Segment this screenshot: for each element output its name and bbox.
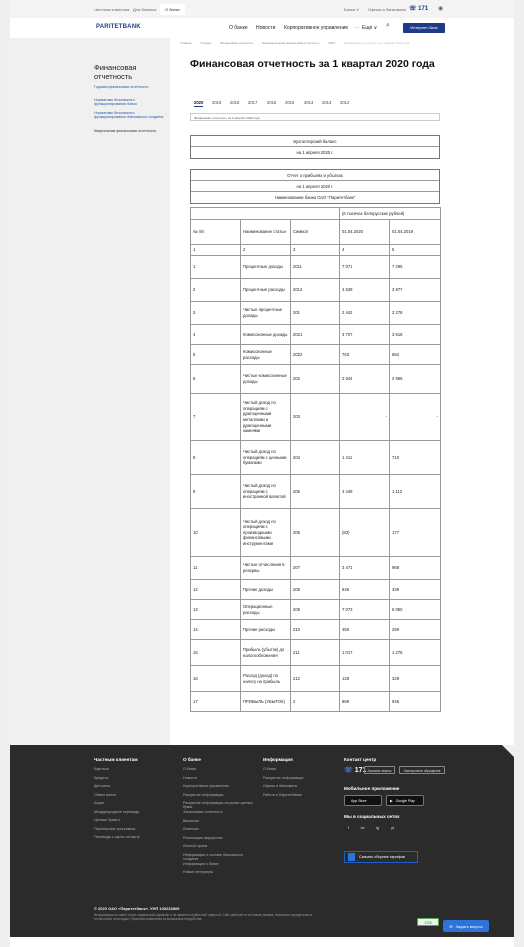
eye-icon[interactable]: ◉ (438, 6, 444, 12)
table-cell: 2022 (291, 345, 340, 365)
footer-about-link[interactable]: Раскрытие информации (183, 792, 224, 797)
segment-about[interactable]: О банке (160, 4, 185, 15)
table-cell: (83) (340, 509, 390, 557)
footer-about-link[interactable]: Новости (183, 775, 197, 780)
table-cell: 4 (191, 325, 241, 345)
table-cell: 14 (191, 620, 241, 640)
table-cell: 5 (390, 245, 441, 256)
footer-private-link[interactable]: Обмен валют (94, 792, 117, 797)
table-cell: 259 (390, 620, 441, 640)
footer-about-link[interactable]: Лизензии (183, 827, 199, 832)
top-phone-number: 171 (418, 6, 429, 12)
footer-about-link[interactable]: Раскрытие информации на рынке ценных бумаг (183, 801, 253, 810)
table-cell: 17 (191, 692, 241, 712)
footer-about-link[interactable]: Корпоративное управление (183, 784, 230, 789)
nav-news[interactable]: Новости (256, 25, 276, 31)
footer-about-link[interactable]: Реализация имущества (183, 835, 223, 840)
top-phone[interactable] (409, 5, 428, 12)
table-cell: 202 (291, 365, 340, 394)
table-cell: 4 449 (340, 475, 390, 509)
copyright: © 2020 ОАО «Паритетбанк». УНП 100233809 (94, 906, 180, 911)
offices-link[interactable]: Офисы и банкоматы (368, 7, 407, 12)
table-cell: 946 (390, 692, 441, 712)
table-cell: 2 944 (340, 365, 390, 394)
search-icon[interactable]: ⌕ (386, 22, 390, 29)
internet-bank-button[interactable]: Интернет-банк (403, 23, 445, 33)
call-back-button[interactable]: Заказать звонок (364, 766, 395, 774)
breadcrumb-current: Финансовая отчетность за 1 квартал 2020 года (343, 41, 410, 45)
breadcrumb-item[interactable]: Ежеквартальная финансовая отчетность (262, 41, 320, 45)
table-cell: 3 471 (340, 557, 390, 580)
sidebar-item-norms-holding[interactable]: Нормативы безопасного функционирования банковского холдинга (94, 111, 164, 120)
segment-business[interactable]: Для бизнеса (133, 7, 157, 12)
vk-icon[interactable]: vk (360, 825, 365, 830)
table-cell: 4 (340, 245, 390, 256)
tab-year-2018[interactable]: 2018 (230, 100, 240, 105)
table-cell: 203 (291, 394, 340, 441)
breadcrumb-item[interactable]: 2020 (328, 41, 335, 45)
table-cell: 3 (191, 302, 241, 325)
table-cell: 209 (291, 600, 340, 620)
units-row (191, 208, 441, 220)
table-row (191, 279, 441, 302)
table-cell: 128 (340, 666, 390, 692)
table-cell: 652 (390, 345, 441, 365)
balance-header (190, 135, 440, 159)
footer-info-link[interactable]: О банке (263, 767, 277, 771)
table-cell: 2 (241, 245, 291, 256)
sidebar-title: Финансовая отчетность (94, 63, 137, 81)
footer-about-link[interactable]: О банке (183, 767, 197, 771)
table-cell: 16 (191, 666, 241, 692)
tab-year-2015[interactable]: 2015 (285, 100, 295, 105)
tab-year-2020[interactable]: 2020 (194, 100, 204, 105)
balance-date: на 1 апреля 2020 г. (296, 150, 334, 155)
lang-icon[interactable]: ⋯ (354, 25, 359, 31)
page (10, 0, 514, 947)
table-cell: 204 (291, 441, 340, 475)
footer-info-link[interactable]: Раскрытие информации (263, 775, 304, 780)
table-header-row (191, 220, 441, 245)
tariff-label: Скачать сборник тарифов (359, 855, 405, 859)
table-row (191, 557, 441, 580)
ask-question-button[interactable] (443, 920, 489, 932)
table-row (191, 692, 441, 712)
table-cell: 01.04.2020 (340, 220, 390, 245)
facebook-icon[interactable]: f (347, 825, 350, 830)
table-cell: 207 (291, 557, 340, 580)
phone-icon: ☏ (344, 767, 355, 774)
table-cell: Операционные расходы (241, 600, 291, 620)
table-cell: 710 (390, 441, 441, 475)
tab-year-2019[interactable]: 2019 (212, 100, 222, 105)
table-cell: 7 073 (340, 600, 390, 620)
table-row (191, 394, 441, 441)
app-store-label: App Store (351, 798, 367, 803)
table-cell: 1 411 (340, 441, 390, 475)
table-row (191, 600, 441, 620)
table-cell: Прибыль (убыток) до налогообложения (241, 640, 291, 666)
table-cell: 13 (191, 600, 241, 620)
table-cell: Символ (291, 220, 340, 245)
table-row (191, 666, 441, 692)
report-header (190, 169, 440, 204)
table-row (191, 509, 441, 557)
table-cell: Комиссионные расходы (241, 345, 291, 365)
footer-about-title: О банке (183, 757, 201, 762)
breadcrumb-item[interactable]: Главная (180, 41, 192, 45)
footer-contact-title: Контакт центр (344, 757, 377, 762)
footer-private-link[interactable]: Кредиты (94, 775, 109, 780)
table-cell: Процентные доходы (241, 256, 291, 279)
footer-corner (502, 745, 514, 757)
footer-private-link[interactable]: Партнерские программы (94, 826, 136, 831)
table-cell: - (340, 394, 390, 441)
breadcrumb (180, 41, 417, 45)
tab-year-2017[interactable]: 2017 (248, 100, 258, 105)
nav-governance[interactable]: Корпоративное управление (284, 25, 349, 31)
table-cell: 8 (191, 441, 241, 475)
logo[interactable] (94, 21, 141, 33)
table-cell: 15 (191, 640, 241, 666)
table-cell: 646 (340, 580, 390, 600)
counter-badge: 1702 (417, 918, 439, 926)
table-cell: Процентные расходы (241, 279, 291, 302)
table-cell: 201 (291, 302, 340, 325)
play-icon: ▶ (390, 798, 393, 803)
table-cell: 208 (291, 580, 340, 600)
disclaimer: Информация на сайте носит справочный характер и не является публичной офертой. Сайт работает в тестовом режиме, возможно определенные технические неполадки. Приносим извинения за возможные неудобства. (94, 913, 313, 921)
table-cell: 206 (291, 509, 340, 557)
table-cell: - (390, 394, 441, 441)
table-cell: 12 (191, 580, 241, 600)
google-play-label: Google Play (395, 798, 415, 803)
table-cell: 1 (191, 245, 241, 256)
table-cell: 6 (191, 365, 241, 394)
table-cell: 210 (291, 620, 340, 640)
table-cell: 11 (191, 557, 241, 580)
footer-info-title: Информация (263, 757, 293, 762)
table-cell: 2021 (291, 325, 340, 345)
footer-private-link[interactable]: Депозиты (94, 784, 111, 788)
footer-private-title: Частным клиентам (94, 757, 138, 762)
report-title: Отчет о прибылях и убытках (191, 170, 439, 181)
table-cell: 3 (291, 245, 340, 256)
footer (10, 745, 514, 937)
banks-dropdown[interactable]: Банки ∨ (344, 7, 360, 12)
sidebar-item-annual[interactable]: Годовая финансовая отчетность (94, 85, 149, 89)
table-cell: 01.04.2019 (390, 220, 441, 245)
footer-about-link[interactable]: Личный прием (183, 844, 208, 849)
table-cell: Расход (доход) по налогу на прибыль (241, 666, 291, 692)
email-request-button[interactable]: Электронное обращение (399, 766, 445, 774)
table-cell: 3 278 (390, 302, 441, 325)
table-row (191, 441, 441, 475)
table-cell: Прочие расходы (241, 620, 291, 640)
table-cell: 1 275 (390, 640, 441, 666)
table-cell: Чистый доход по операциям с иностранной валютой (241, 475, 291, 509)
sidebar-item-norms-bank[interactable]: Нормативы безопасного функционирования банка (94, 98, 137, 107)
footer-about-link[interactable]: Информация о банке (183, 861, 219, 866)
table-cell: 1 112 (390, 475, 441, 509)
tab-year-2014[interactable]: 2014 (304, 100, 314, 105)
footer-private-link[interactable]: Ценные бумаги (94, 818, 120, 822)
instagram-icon[interactable]: ig (375, 825, 380, 830)
youtube-icon[interactable]: yt (390, 825, 395, 830)
footer-social-title: Мы в социальных сетях (344, 814, 400, 819)
footer-about-link[interactable]: Новые интерьеры (183, 870, 214, 875)
table-cell: (в тысячах белорусских рублей) (340, 208, 441, 220)
footer-about-link[interactable]: Информация о составе банковского холдинга (183, 853, 244, 861)
table-cell: 205 (291, 475, 340, 509)
top-strip (10, 0, 514, 18)
report-bank-name: Наименование банка ОАО "Паритетбанк" (274, 195, 356, 200)
tab-year-2012[interactable]: 2012 (340, 100, 350, 105)
table-cell: № п/п (191, 220, 241, 245)
breadcrumb-item[interactable]: О банке (200, 41, 212, 45)
tab-year-2016[interactable]: 2016 (267, 100, 277, 105)
table-cell: 2012 (291, 279, 340, 302)
table-cell: 4 629 (340, 279, 390, 302)
footer-about-link[interactable]: Вакансии (183, 818, 199, 823)
app-store-button[interactable] (344, 795, 382, 806)
table-cell: 450 (340, 620, 390, 640)
table-row (191, 475, 441, 509)
table-cell: Чистые отчисления в резервы (241, 557, 291, 580)
table-cell: Наименование статьи (241, 220, 291, 245)
phone-icon: ☏ (409, 6, 419, 12)
footer-private-link[interactable]: Международные переводы (94, 809, 140, 814)
table-cell: 329 (390, 666, 441, 692)
table-cell: 212 (291, 666, 340, 692)
document-icon (348, 853, 355, 861)
table-row (191, 325, 441, 345)
chat-icon: ✉ (449, 923, 453, 929)
sidebar-item-quarterly[interactable]: Квартальная финансовая отчетность (94, 129, 157, 133)
table-cell: 2 (291, 692, 340, 712)
table-cell: 2 442 (340, 302, 390, 325)
page-title: Финансовая отчетность за 1 квартал 2020 года (190, 58, 435, 70)
footer-info-link[interactable]: Работа в Паритетбанке (263, 792, 303, 797)
table-cell: 3 707 (340, 325, 390, 345)
footer-private-link[interactable]: Переводы с карты на карту (94, 835, 140, 839)
table-cell: 211 (291, 640, 340, 666)
report-file-link[interactable]: Финансовая отчетность за 1 квартал 2020 года (190, 113, 440, 121)
table-cell: Чистый доход по операциям с производными финансовыми инструментами (241, 509, 291, 557)
segment-private[interactable]: Частным клиентам (94, 7, 130, 12)
table-row (191, 620, 441, 640)
table-cell: Чистый доход по операциям с ценными бумагами (241, 441, 291, 475)
profit-loss-table (190, 207, 441, 712)
footer-info-link[interactable]: Офисы и банкоматы (263, 784, 298, 788)
table-cell: 7 (191, 394, 241, 441)
logo-text: PARITETBANK (96, 24, 141, 30)
table-row (191, 302, 441, 325)
table-cell: 5 050 (390, 600, 441, 620)
table-cell: Прочие доходы (241, 580, 291, 600)
table-index-row (191, 245, 441, 256)
table-cell: Комиссионные доходы (241, 325, 291, 345)
breadcrumb-item[interactable]: Финансовая отчетность (220, 41, 254, 45)
tab-year-2013[interactable]: 2013 (322, 100, 332, 105)
table-cell: 968 (390, 557, 441, 580)
table-row (191, 640, 441, 666)
footer-private-link[interactable]: Карточки (94, 767, 109, 771)
table-cell: 339 (390, 580, 441, 600)
footer-app-title: Мобильное приложение (344, 786, 400, 791)
table-cell: 1 (191, 256, 241, 279)
table-cell: 889 (340, 692, 390, 712)
table-cell (191, 208, 340, 220)
table-cell: 7 295 (390, 256, 441, 279)
download-tariffs-button[interactable] (344, 851, 418, 863)
table-cell: 2 (191, 279, 241, 302)
table-cell: 2 966 (390, 365, 441, 394)
footer-about-link[interactable]: Финансовая отчетность (183, 810, 223, 814)
nav-about[interactable]: О банке (229, 25, 248, 31)
nav-more[interactable]: Ещё ∨ (362, 25, 378, 31)
balance-title: Бухгалтерский баланс (191, 136, 439, 147)
table-cell: Чистые комиссионные доходы (241, 365, 291, 394)
table-cell: 1 017 (340, 640, 390, 666)
google-play-button[interactable] (386, 795, 424, 806)
table-cell: Чистые процентные доходы (241, 302, 291, 325)
table-cell: 763 (340, 345, 390, 365)
table-cell: ПРИБЫЛЬ (УБЫТОК) (241, 692, 291, 712)
table-cell: 9 (191, 475, 241, 509)
table-row (191, 365, 441, 394)
table-cell: 2011 (291, 256, 340, 279)
table-cell: 177 (390, 509, 441, 557)
footer-phone-number: 171 (354, 767, 367, 774)
table-cell: 3 618 (390, 325, 441, 345)
table-cell: 3 977 (390, 279, 441, 302)
table-cell: Чистый доход по операциям с драгоценными металлами и драгоценными камнями (241, 394, 291, 441)
ask-label: Задать вопрос (455, 923, 483, 929)
table-cell: 5 (191, 345, 241, 365)
sidebar-background (10, 38, 170, 745)
footer-private-link[interactable]: Акции (94, 801, 105, 805)
report-date: на 1 апреля 2020 г. (191, 181, 439, 192)
table-row (191, 345, 441, 365)
table-cell: 7 071 (340, 256, 390, 279)
table-row (191, 256, 441, 279)
table-cell: 10 (191, 509, 241, 557)
table-row (191, 580, 441, 600)
